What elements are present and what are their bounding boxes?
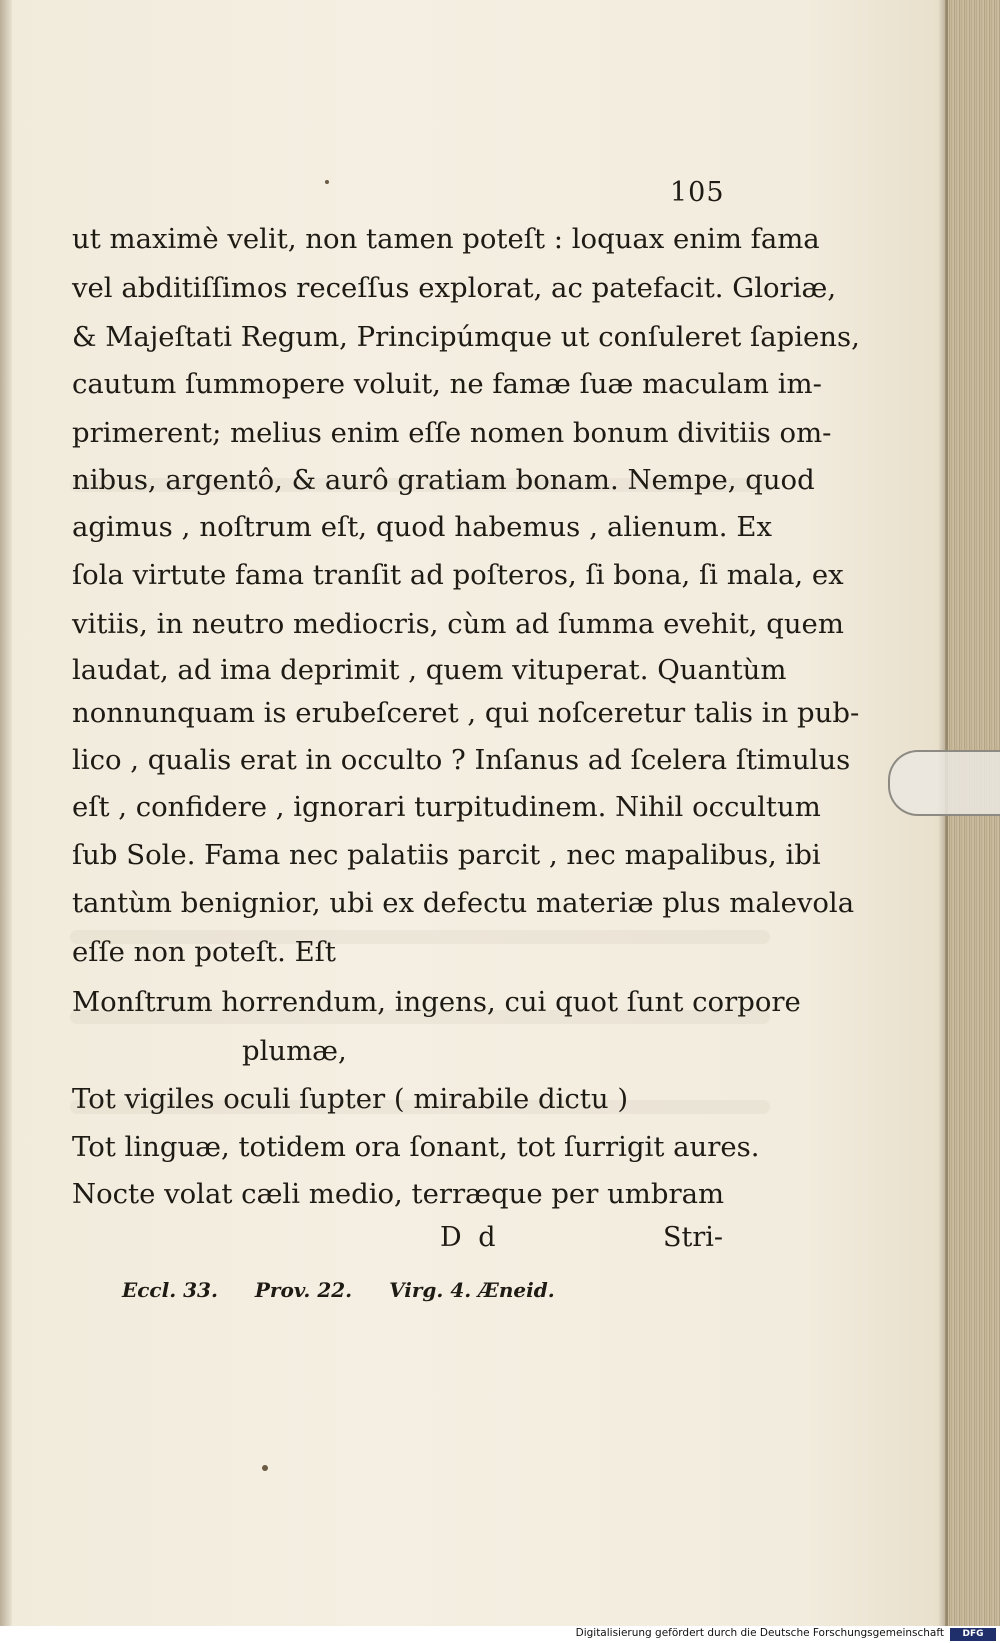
page-clip bbox=[888, 750, 1000, 816]
verse-line: Monſtrum horrendum, ingens, cui quot ſunt corpore bbox=[72, 986, 801, 1018]
verse-line: Nocte volat cæli medio, terræque per umbram bbox=[72, 1178, 725, 1210]
signature-mark: D d bbox=[440, 1222, 500, 1253]
catchword: Stri- bbox=[663, 1222, 724, 1253]
body-line: ſola virtute fama tranſit ad poſteros, ſi bona, ſi mala, ex bbox=[72, 559, 844, 591]
ink-speck bbox=[325, 180, 329, 184]
verse-line: Tot linguæ, totidem ora ſonant, tot ſurrigit aures. bbox=[72, 1131, 760, 1163]
body-line: eſſe non poteſt. Eſt bbox=[72, 936, 336, 968]
digitization-note: Digitalisierung gefördert durch die Deutsche Forschungsgemeinschaft bbox=[575, 1627, 944, 1639]
body-line: & Majeſtati Regum, Principúmque ut conſuleret ſapiens, bbox=[72, 321, 860, 353]
body-line: laudat, ad ima deprimit , quem vituperat. Quantùm bbox=[72, 654, 787, 686]
body-line: ſub Sole. Fama nec palatiis parcit , nec mapalibus, ibi bbox=[72, 839, 821, 871]
page-number: 105 bbox=[670, 177, 725, 208]
body-line: ut maximè velit, non tamen poteſt : loquax enim fama bbox=[72, 223, 820, 255]
body-line: nonnunquam is erubeſceret , qui noſceretur talis in pub- bbox=[72, 697, 860, 729]
marginal-references bbox=[122, 1278, 585, 1302]
body-line: eſt , confidere , ignorari turpitudinem. Nihil occultum bbox=[72, 791, 821, 823]
body-line: lico , qualis erat in occulto ? Inſanus ad ſcelera ſtimulus bbox=[72, 744, 851, 776]
verse-line: Tot vigiles oculi ſupter ( mirabile dictu ) bbox=[72, 1083, 629, 1115]
body-line: agimus , noſtrum eſt, quod habemus , alienum. Ex bbox=[72, 511, 772, 543]
digitization-bar bbox=[0, 1626, 1000, 1643]
body-line: vitiis, in neutro mediocris, cùm ad ſumma evehit, quem bbox=[72, 608, 844, 640]
ink-speck bbox=[262, 1465, 268, 1471]
reference: Eccl. 33. bbox=[122, 1278, 218, 1302]
dfg-logo: DFG bbox=[950, 1628, 996, 1641]
reference: Prov. 22. bbox=[254, 1278, 353, 1302]
body-line: nibus, argentô, & aurô gratiam bonam. Nempe, quod bbox=[72, 464, 815, 496]
body-line: cautum ſummopere voluit, ne famæ ſuæ maculam im- bbox=[72, 368, 822, 400]
book-gutter bbox=[0, 0, 12, 1626]
verse-line: plumæ, bbox=[242, 1035, 347, 1067]
body-line: tantùm benignior, ubi ex defectu materiæ plus malevola bbox=[72, 887, 855, 919]
body-line: primerent; melius enim eſſe nomen bonum divitiis om- bbox=[72, 417, 832, 449]
body-line: vel abditiſſimos receſſus explorat, ac patefacit. Gloriæ, bbox=[72, 272, 837, 304]
reference: Virg. 4. Æneid. bbox=[389, 1278, 555, 1302]
